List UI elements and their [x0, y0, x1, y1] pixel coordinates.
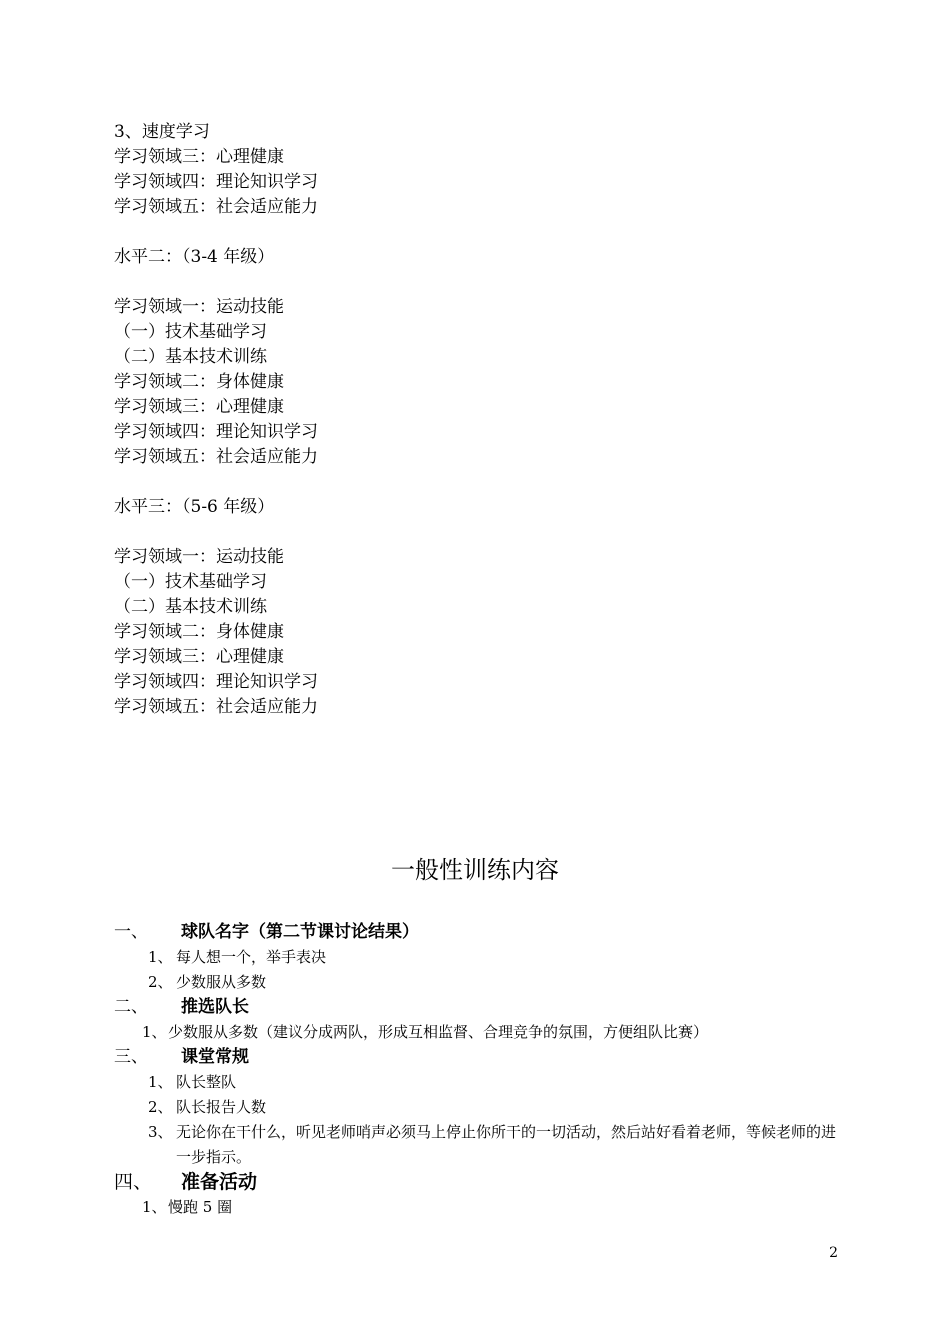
list-item [114, 1095, 854, 1120]
item-number: 1、 [148, 1073, 173, 1091]
outline-heading-text: 课堂常规 [181, 1047, 249, 1067]
page-number: 2 [829, 1245, 838, 1261]
text-line: （一）技术基础学习 [114, 322, 267, 342]
text-line: 3、速度学习 [114, 122, 210, 142]
item-number: 1、 [142, 1023, 167, 1041]
outline-number: 四、 [114, 1171, 153, 1193]
outline-number: 一、 [114, 922, 148, 942]
item-number: 2、 [148, 973, 173, 991]
text-line: 学习领域二：身体健康 [114, 372, 284, 392]
list-item [114, 1070, 854, 1095]
list-item [114, 1195, 854, 1220]
item-text: 少数服从多数 [176, 973, 267, 991]
list-item [114, 1120, 854, 1170]
item-text: 少数服从多数（建议分成两队，形成互相监督、合理竞争的氛围，方便组队比赛） [168, 1023, 709, 1041]
text-line: （一）技术基础学习 [114, 572, 267, 592]
text-line: 学习领域四：理论知识学习 [114, 422, 318, 442]
outline-number: 三、 [114, 1047, 148, 1067]
list-item [114, 1020, 854, 1045]
outline-number: 二、 [114, 997, 148, 1017]
top-block [114, 120, 318, 720]
item-text: 每人想一个，举手表决 [176, 948, 327, 966]
item-number: 1、 [148, 948, 173, 966]
text-line: 学习领域二：身体健康 [114, 622, 284, 642]
item-text: 无论你在干什么，听见老师哨声必须马上停止你所干的一切活动，然后站好看着老师，等候老师的进一步指示。 [176, 1123, 837, 1166]
level-heading: 水平二：（3-4 年级） [114, 247, 275, 267]
item-text: 队长报告人数 [176, 1098, 267, 1116]
outline-heading-text: 推选队长 [181, 997, 249, 1017]
outline-heading [114, 1170, 854, 1195]
level-heading: 水平三：（5-6 年级） [114, 497, 275, 517]
training-outline [114, 920, 854, 1220]
list-item [114, 945, 854, 970]
item-number: 2、 [148, 1098, 173, 1116]
item-text: 队长整队 [176, 1073, 237, 1091]
text-line: 学习领域三：心理健康 [114, 147, 284, 167]
outline-heading [114, 1045, 854, 1070]
text-line: 学习领域四：理论知识学习 [114, 672, 318, 692]
outline-heading [114, 995, 854, 1020]
text-line: 学习领域五：社会适应能力 [114, 697, 318, 717]
text-line: 学习领域一：运动技能 [114, 547, 284, 567]
outline-heading [114, 920, 854, 945]
outline-heading-text: 球队名字（第二节课讨论结果） [181, 922, 419, 942]
text-line: 学习领域五：社会适应能力 [114, 197, 318, 217]
text-line: 学习领域三：心理健康 [114, 397, 284, 417]
list-item [114, 970, 854, 995]
text-line: 学习领域一：运动技能 [114, 297, 284, 317]
outline-heading-text: 准备活动 [181, 1171, 258, 1193]
section-title: 一般性训练内容 [391, 856, 559, 884]
item-text: 慢跑 5 圈 [168, 1198, 233, 1216]
item-number: 1、 [142, 1198, 167, 1216]
text-line: 学习领域五：社会适应能力 [114, 447, 318, 467]
text-line: （二）基本技术训练 [114, 347, 267, 367]
text-line: 学习领域三：心理健康 [114, 647, 284, 667]
item-number: 3、 [148, 1123, 173, 1141]
text-line: （二）基本技术训练 [114, 597, 267, 617]
text-line: 学习领域四：理论知识学习 [114, 172, 318, 192]
